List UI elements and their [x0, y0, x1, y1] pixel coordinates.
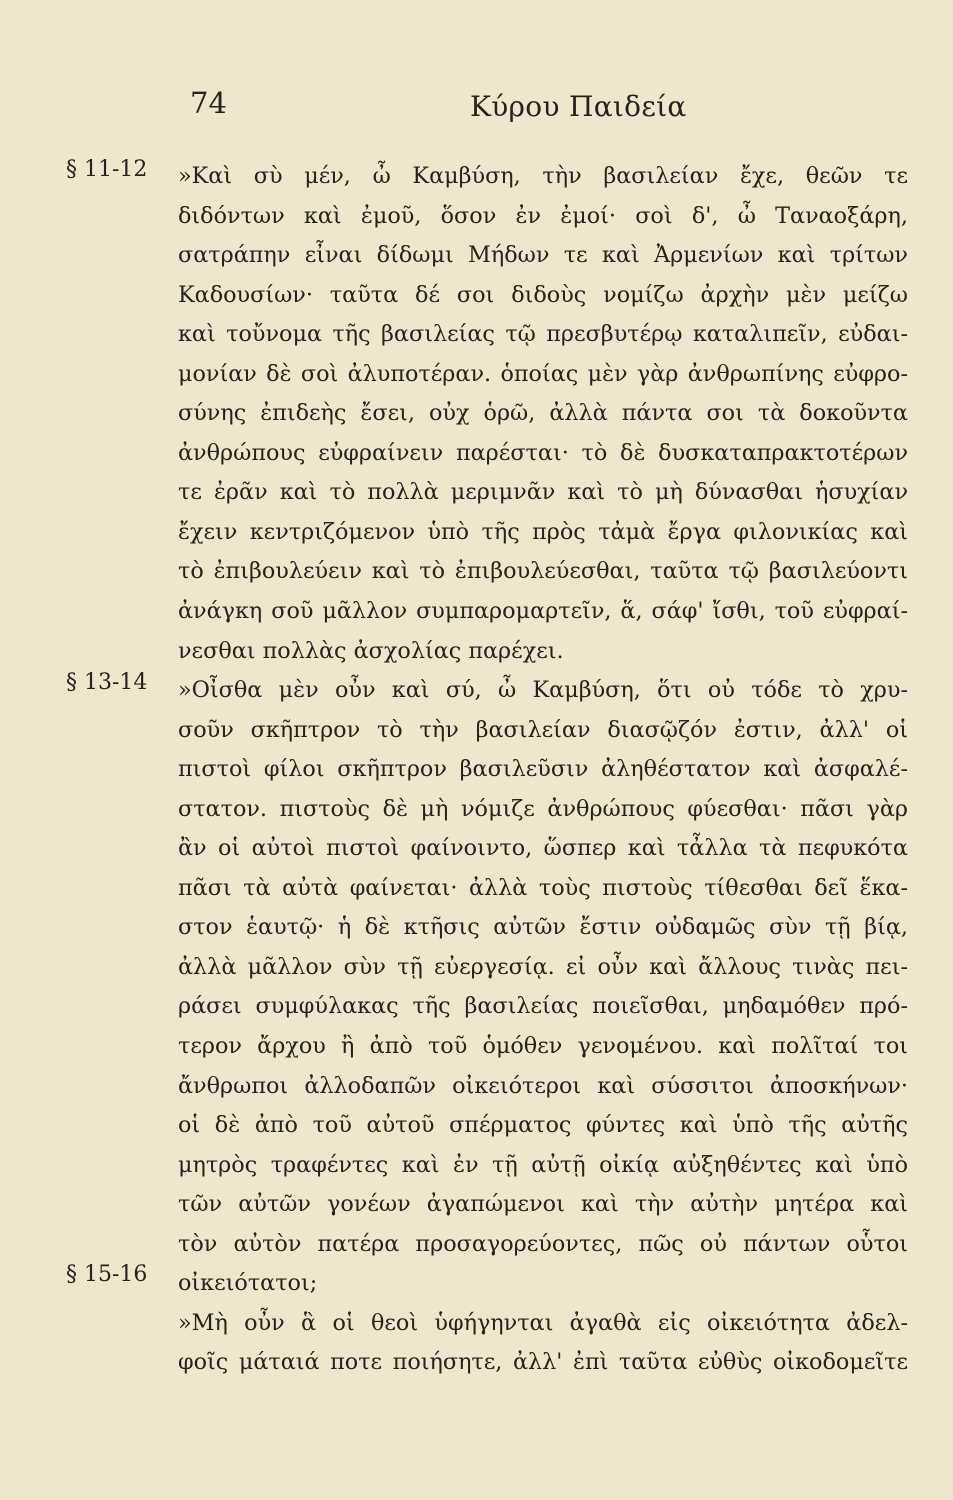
text-line: σοῦν σκῆπτρον τὸ τὴν βασιλείαν διασῷζόν ἐστιν, ἀλλ' οἱ — [178, 716, 908, 743]
section-ref-13-14: § 13-14 — [66, 670, 148, 695]
text-line: σατράπην εἶναι δίδωμι Μήδων τε καὶ Ἀρμενίων καὶ τρίτων — [178, 242, 908, 269]
main-text — [178, 157, 908, 1383]
section-ref-15-16: § 15-16 — [66, 1262, 148, 1287]
text-line: νεσθαι πολλὰς ἀσχολίας παρέχει. — [178, 637, 564, 664]
text-line: διδόντων καὶ ἐμοῦ, ὅσον ἐν ἐμοί· σοὶ δ', ὦ Ταναοξάρη, — [178, 202, 908, 229]
text-line: ἀνάγκη σοῦ μᾶλλον συμπαρομαρτεῖν, ἅ, σάφ' ἴσθι, τοῦ εὐφραί- — [178, 598, 908, 625]
text-line: Καδουσίων· ταῦτα δέ σοι διδοὺς νομίζω ἀρχὴν μὲν μείζω — [178, 281, 908, 308]
text-line: τῶν αὐτῶν γονέων ἀγαπώμενοι καὶ τὴν αὐτὴν μητέρα καὶ — [178, 1191, 908, 1218]
text-line: ἔχειν κεντριζόμενον ὑπὸ τῆς πρὸς τἀμὰ ἔργα φιλονικίας καὶ — [178, 518, 908, 545]
text-line: στον ἑαυτῷ· ἡ δὲ κτῆσις αὐτῶν ἔστιν οὐδαμῶς σὺν τῇ βίᾳ, — [178, 914, 908, 941]
text-line: πᾶσι τὰ αὐτὰ φαίνεται· ἀλλὰ τοὺς πιστοὺς τίθεσθαι δεῖ ἕκα- — [178, 874, 908, 901]
text-line: »Μὴ οὖν ἃ οἱ θεοὶ ὑφήγηνται ἀγαθὰ εἰς οἰκειότητα ἀδελ- — [178, 1309, 908, 1336]
text-line: τε ἐρᾶν καὶ τὸ πολλὰ μεριμνᾶν καὶ τὸ μὴ δύνασθαι ἡσυχίαν — [178, 479, 908, 506]
text-line: μονίαν δὲ σοὶ ἀλυποτέραν. ὁποίας μὲν γὰρ ἀνθρωπίνης εὐφρο- — [178, 360, 908, 387]
text-line: τὸν αὐτὸν πατέρα προσαγορεύοντες, πῶς οὐ πάντων οὗτοι — [178, 1230, 908, 1257]
text-line: »Καὶ σὺ μέν, ὦ Καμβύση, τὴν βασιλείαν ἔχε, θεῶν τε — [178, 163, 908, 189]
text-line: τὸ ἐπιβουλεύειν καὶ τὸ ἐπιβουλεύεσθαι, ταῦτα τῷ βασιλεύοντι — [178, 558, 908, 585]
page-number: 74 — [190, 86, 227, 120]
section-ref-11-12: § 11-12 — [66, 157, 148, 182]
text-line: οἱ δὲ ἀπὸ τοῦ αὐτοῦ σπέρματος φύντες καὶ ὑπὸ τῆς αὐτῆς — [178, 1112, 908, 1139]
text-line: σύνης ἐπιδεὴς ἔσει, οὐχ ὁρῶ, ἀλλὰ πάντα σοι τὰ δοκοῦντα — [178, 400, 908, 427]
text-line: ἀλλὰ μᾶλλον σὺν τῇ εὐεργεσίᾳ. εἰ οὖν καὶ ἄλλους τινὰς πει- — [178, 953, 908, 980]
running-title: Κύρου Παιδεία — [470, 90, 687, 123]
text-line: οἰκειότατοι; — [178, 1270, 318, 1297]
text-line: ἄνθρωποι ἀλλοδαπῶν οἰκειότεροι καὶ σύσσιτοι ἀποσκήνων· — [178, 1072, 908, 1099]
text-line: ἂν οἱ αὐτοὶ πιστοὶ φαίνοιντο, ὥσπερ καὶ τἆλλα τὰ πεφυκότα — [178, 835, 908, 862]
text-line: ἀνθρώπους εὐφραίνειν παρέσται· τὸ δὲ δυσκαταπρακτοτέρων — [178, 439, 908, 466]
text-line: καὶ τοὔνομα τῆς βασιλείας τῷ πρεσβυτέρῳ καταλιπεῖν, εὐδαι- — [178, 321, 908, 348]
text-line: φοῖς μάταιά ποτε ποιήσητε, ἀλλ' ἐπὶ ταῦτα εὐθὺς οἰκοδομεῖτε — [178, 1349, 908, 1376]
text-line: »Οἶσθα μὲν οὖν καὶ σύ, ὦ Καμβύση, ὅτι οὐ τόδε τὸ χρυ- — [178, 677, 908, 704]
text-line: μητρὸς τραφέντες καὶ ἐν τῇ αὐτῇ οἰκίᾳ αὐξηθέντες καὶ ὑπὸ — [178, 1151, 908, 1178]
text-line: πιστοὶ φίλοι σκῆπτρον βασιλεῦσιν ἀληθέστατον καὶ ἀσφαλέ- — [178, 756, 908, 783]
text-line: ράσει συμφύλακας τῆς βασιλείας ποιεῖσθαι, μηδαμόθεν πρό- — [178, 993, 908, 1020]
text-line: τερον ἄρχου ἢ ἀπὸ τοῦ ὁμόθεν γενομένου. καὶ πολῖταί τοι — [178, 1033, 908, 1060]
text-line: στατον. πιστοὺς δὲ μὴ νόμιζε ἀνθρώπους φύεσθαι· πᾶσι γὰρ — [178, 795, 908, 822]
